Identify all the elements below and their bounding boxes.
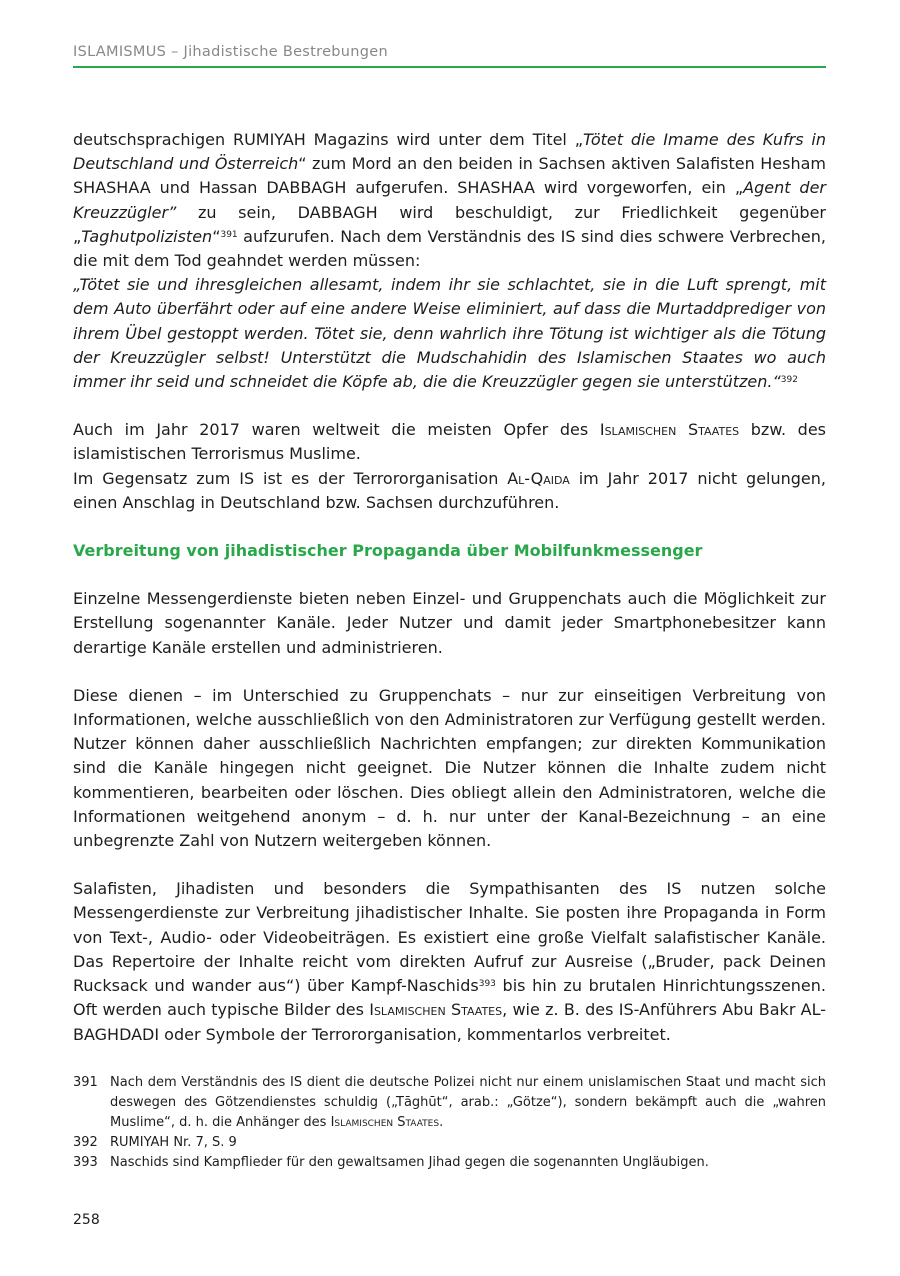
paragraph-3 [73, 467, 826, 515]
text: bzw. des islamistischen Terrorismus Muslime. [73, 420, 827, 464]
paragraph-2 [73, 418, 826, 466]
main-content [73, 128, 826, 1047]
footnote-text: RUMIYAH Nr. 7, S. 9 [110, 1135, 237, 1150]
text: aufzurufen. Nach dem Verständnis des IS sind dies schwere Verbrechen, die mit dem Tod geahndet werden müssen: [73, 226, 826, 271]
footnote-number: 391 [73, 1075, 98, 1090]
text: deutschsprachigen RUMIYAH Magazins wird unter dem Titel „ [73, 130, 584, 149]
paragraph-5: Diese dienen – im Unterschied zu Gruppenchats – nur zur einseitigen Verbreitung von Informationen, welche ausschließlich von den Administratoren zur Verfügung gestellt werden. Nutzer können daher ausschließlich Nachrichten empfangen; zur direkten Kommunikation sind die Kanäle hingegen nicht geeignet. Die Nutzer können die Inhalte zudem nicht kommentieren, bearbeiten oder löschen. Dies obliegt allein den Administratoren, welche die Informationen weitgehend anonym – d. h. nur unter der Kanal-Bezeichnung – an eine unbegrenzte Zahl von Nutzern weitergeben können. [73, 685, 826, 851]
text: Auch im Jahr 2017 waren weltweit die meisten Opfer des [73, 420, 600, 440]
text: im Jahr 2017 nicht gelungen, einen Anschlag in Deutschland bzw. Sachsen durchzuführen. [73, 468, 826, 512]
quote-text: „Tötet sie und ihresgleichen allesamt, indem ihr sie schlachtet, sie in die Luft sprengt, mit dem Auto überfährt oder auf eine andere Weise eliminiert, auf dass die Murtaddprediger von ihrem Übel gestoppt werden. Tötet sie, denn wahrlich ihre Tötung ist wichtiger als die Tötung der Kreuzzügler selbst! Unterstützt die Mudschahidin des Islamischen Staates wo auch immer ihr seid und schneidet die Köpfe ab, die die Kreuzzügler gegen sie unterstützen.“ [73, 275, 826, 392]
page-number: 258 [73, 1212, 100, 1228]
footnote-ref[interactable]: 392 [780, 375, 798, 386]
footnote-393 [73, 1153, 826, 1173]
paragraph-1 [73, 128, 826, 273]
small-caps-term: Islamischen Staates [330, 1115, 440, 1130]
footnote-text: Naschids sind Kampflieder für den gewaltsamen Jihad gegen die sogenannten Ungläubigen. [110, 1155, 709, 1170]
paragraph-6 [73, 877, 826, 1046]
text: “ [212, 226, 221, 246]
text: “ zum Mord an den beiden in Sachsen aktiven Salafisten Hesham SHASHAA und Hassan DABBAGH aufgerufen. SHASHAA wird vorgeworfen, ein „ [73, 154, 827, 198]
text: Im Gegensatz zum IS ist es der Terrororganisation [73, 468, 508, 488]
quoted-title: Tötet die Imame des Kufrs in Deutschland und Österreich [73, 130, 826, 174]
footnote-392 [73, 1133, 826, 1153]
footnotes [73, 1073, 826, 1173]
paragraph-4: Einzelne Messengerdienste bieten neben Einzel- und Gruppenchats auch die Möglichkeit zur Erstellung sogenannter Kanäle. Jeder Nutzer und damit jeder Smartphonebesitzer kann derartige Kanäle erstellen und administrieren. [73, 589, 826, 657]
text: , wie z. B. des IS-Anführers Abu Bakr AL-BAGHDADI oder Symbole der Terrororganisation, kommentarlos verbreitet. [73, 1000, 826, 1044]
footnote-number: 393 [73, 1155, 98, 1170]
section-heading: Verbreitung von jihadistischer Propaganda über Mobilfunkmessenger [73, 541, 703, 561]
running-header: ISLAMISMUS – Jihadistische Bestrebungen [73, 44, 388, 60]
quoted-phrase: Taghutpolizisten [81, 226, 213, 246]
footnote-text [110, 1073, 826, 1133]
quoted-phrase: Agent der Kreuzzügler” [73, 178, 827, 222]
small-caps-term: Al-Qaida [507, 468, 570, 488]
block-quote [73, 273, 826, 394]
small-caps-term: Islamischen Staates [369, 1000, 503, 1020]
footnote-number: 392 [73, 1135, 98, 1150]
text: Salafisten, Jihadisten und besonders die Sympathisanten des IS nutzen solche Messengerdienste zur Verbreitung jihadistischer Inhalte. Sie posten ihre Propaganda in Form von Text-, Audio- oder Videobeiträgen. Es existiert eine große Vielfalt salafistischer Kanäle. Das Repertoire der Inhalte reicht vom direkten Aufruf zur Ausreise („Bruder, pack Deinen Rucksack und wander aus“) über Kampf-Naschids [73, 879, 826, 996]
text: . [439, 1115, 444, 1130]
header-rule [73, 66, 826, 68]
footnote-ref[interactable]: 391 [220, 229, 238, 240]
text: zu sein, DABBAGH wird beschuldigt, zur Friedlichkeit gegenüber „ [73, 202, 826, 246]
footnote-391 [73, 1073, 826, 1133]
text: bis hin zu brutalen Hinrichtungsszenen. Oft werden auch typische Bilder des [73, 976, 826, 1020]
text: Nach dem Verständnis des IS dient die deutsche Polizei nicht nur einem unislamischen Staat und macht sich deswegen des Götzendienstes schuldig („Tāghūt“, arab.: „Götze“), sondern bekämpft auch die „wahren Muslime“, d. h. die Anhänger des [110, 1075, 826, 1130]
footnote-ref[interactable]: 393 [478, 979, 496, 990]
small-caps-term: Islamischen Staates [599, 420, 740, 440]
